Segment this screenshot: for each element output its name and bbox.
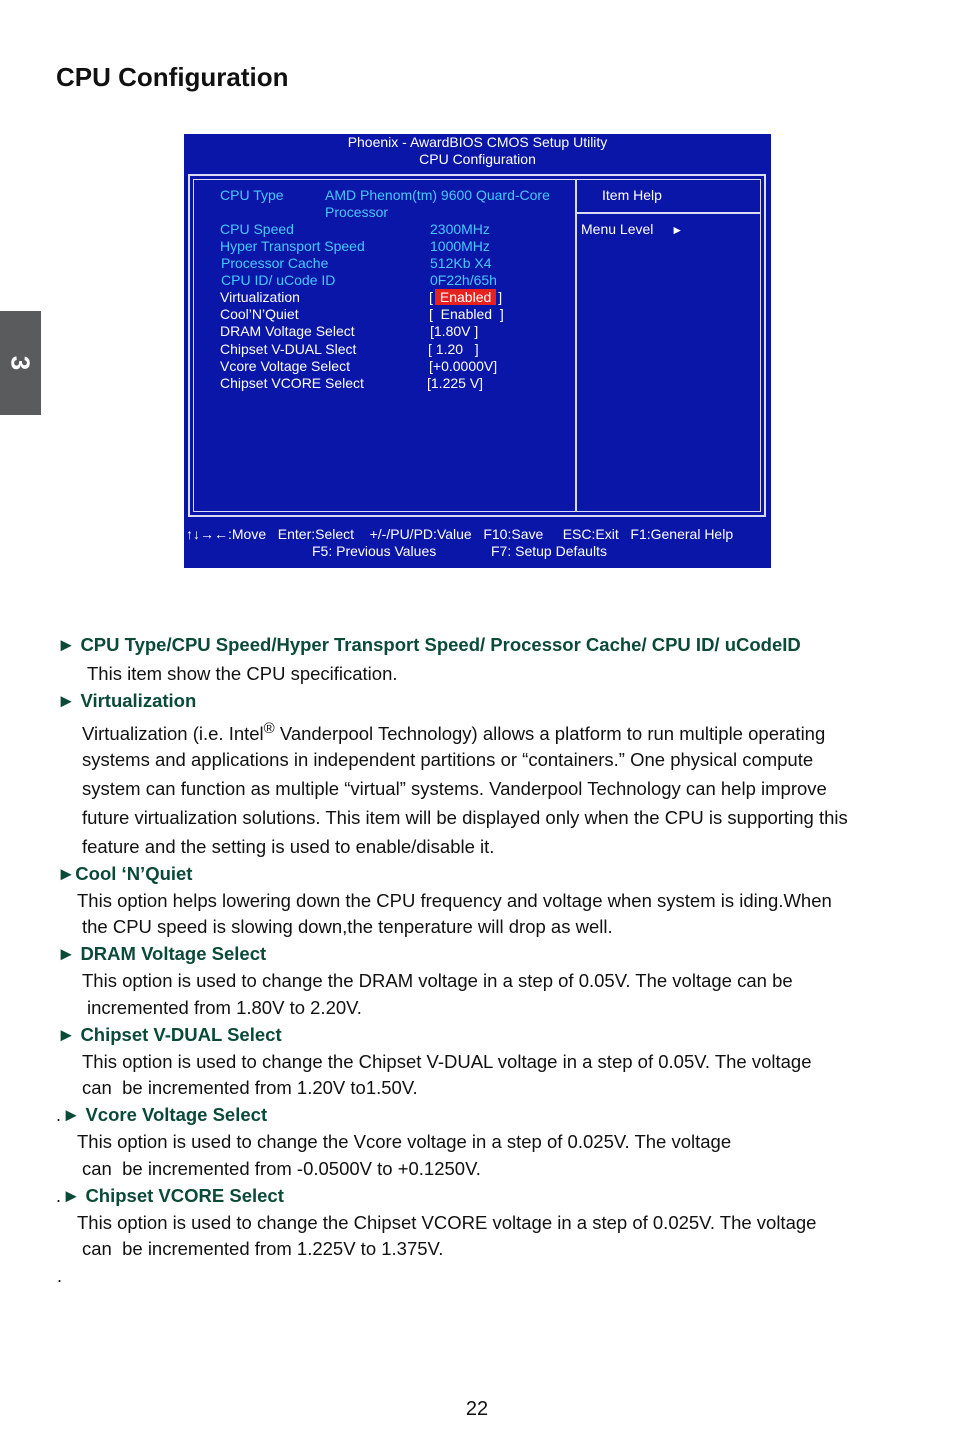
text-intel: Virtualization (i.e. Intel <box>82 723 264 745</box>
section-heading-chipset-vdual: ► Chipset V-DUAL Select <box>57 1024 282 1045</box>
chapter-number: 3 <box>6 355 36 371</box>
bios-item-value-dram-voltage[interactable]: [1.80V ] <box>430 323 479 339</box>
bios-item-value-vcore-voltage[interactable]: [+0.0000V] <box>429 358 498 374</box>
bios-item-value-virtualization[interactable] <box>429 289 502 305</box>
section-text-chipset-vcore-2: can be incremented from 1.225V to 1.375V. <box>82 1238 444 1259</box>
menu-level-text: Menu Level <box>581 221 654 237</box>
section-text-virtualization-2: systems and applications in independent partitions or “containers.” One physical compute <box>82 749 814 770</box>
section-text-virtualization-4: future virtualization solutions. This item will be displayed only when the CPU is supporting this <box>82 807 848 828</box>
section-text-cool-n-quiet-1: This option helps lowering down the CPU frequency and voltage when system is iding.When <box>77 890 832 911</box>
section-text-chipset-vcore-1: This option is used to change the Chipset VCORE voltage in a step of 0.025V. The voltage <box>77 1212 817 1233</box>
bracket-close: ] <box>498 289 503 305</box>
section-prefix-chipset-vcore: . <box>56 1186 62 1206</box>
bios-item-value-ht-speed: 1000MHz <box>430 238 490 254</box>
bios-key-previous-values: F5: Previous Values <box>312 543 437 559</box>
item-help-title: Item Help <box>602 187 662 203</box>
bios-item-label-cool-n-quiet[interactable]: Cool’N’Quiet <box>220 306 299 322</box>
selected-value-highlight[interactable]: Enabled <box>435 289 496 305</box>
bios-title: Phoenix - AwardBIOS CMOS Setup Utility <box>347 134 608 150</box>
bios-item-label-cpu-id: CPU ID/ uCode ID <box>221 272 336 288</box>
section-text-virtualization-3: system can function as multiple “virtual” systems. Vanderpool Technology can help improve <box>82 778 827 799</box>
bios-item-value-cpu-id: 0F22h/65h <box>430 272 497 288</box>
registered-mark: ® <box>263 720 275 737</box>
bios-key-setup-defaults: F7: Setup Defaults <box>491 543 607 559</box>
bios-item-label-vcore-voltage[interactable]: Vcore Voltage Select <box>220 358 350 374</box>
bios-screen <box>184 134 771 568</box>
bios-item-value-cool-n-quiet[interactable]: [ Enabled ] <box>429 306 504 322</box>
bios-item-value-chipset-vdual[interactable]: [ 1.20 ] <box>428 341 479 357</box>
bios-item-label-cache: Processor Cache <box>221 255 329 271</box>
text-vanderpool: Vanderpool Technology) allows a platform to run multiple operating <box>274 723 826 745</box>
bios-item-value-cpu-speed: 2300MHz <box>430 221 490 237</box>
bracket-open: [ <box>429 289 433 305</box>
menu-level-label <box>581 221 683 237</box>
bios-item-label-ht-speed: Hyper Transport Speed <box>220 238 365 254</box>
help-divider <box>577 212 760 214</box>
bios-item-value-chipset-vcore[interactable]: [1.225 V] <box>427 375 484 391</box>
bios-item-label-chipset-vdual[interactable]: Chipset V-DUAL Slect <box>220 341 357 357</box>
menu-level-arrow-icon: ► <box>671 223 684 237</box>
section-text-chipset-vdual-2: can be incremented from 1.20V to1.50V. <box>82 1077 418 1098</box>
bios-frame <box>188 174 766 517</box>
bios-item-value-cache: 512Kb X4 <box>430 255 492 271</box>
section-text-cool-n-quiet-2: the CPU speed is slowing down,the tenperature will drop as well. <box>82 916 613 937</box>
bios-panel-divider <box>575 180 577 511</box>
bios-item-label-chipset-vcore[interactable]: Chipset VCORE Select <box>220 375 364 391</box>
section-text-cpu-info: This item show the CPU specification. <box>87 663 398 684</box>
section-heading-cool-n-quiet: ►Cool ‘N’Quiet <box>57 863 193 884</box>
section-heading-cpu-info: ► CPU Type/CPU Speed/Hyper Transport Speed/ Processor Cache/ CPU ID/ uCodeID <box>57 634 801 655</box>
page-number: 22 <box>465 1398 489 1420</box>
section-text-virtualization-5: feature and the setting is used to enable/disable it. <box>82 836 495 857</box>
bios-item-label-cpu-speed: CPU Speed <box>220 221 294 237</box>
section-text-vcore-voltage-1: This option is used to change the Vcore voltage in a step of 0.025V. The voltage <box>77 1131 732 1152</box>
section-heading-dram-voltage: ► DRAM Voltage Select <box>57 943 267 964</box>
bios-keys-line1: ↑↓→←:Move Enter:Select +/-/PU/PD:Value F10:Save ESC:Exit F1:General Help <box>186 526 734 542</box>
section-text-chipset-vdual-1: This option is used to change the Chipset V-DUAL voltage in a step of 0.05V. The voltage <box>82 1051 812 1072</box>
section-text-dram-voltage-1: This option is used to change the DRAM voltage in a step of 0.05V. The voltage can be <box>82 970 793 991</box>
bios-item-label-virtualization[interactable]: Virtualization <box>220 289 300 305</box>
bios-item-value-cpu-type-2: Processor <box>325 204 389 220</box>
section-prefix-vcore: . <box>56 1105 62 1125</box>
bios-item-value-cpu-type: AMD Phenom(tm) 9600 Quard-Core <box>325 187 550 203</box>
bios-subtitle: CPU Configuration <box>419 151 536 167</box>
section-heading-chipset-vcore: ► Chipset VCORE Select <box>62 1185 284 1206</box>
section-text-virtualization-1 <box>82 720 825 745</box>
section-heading-virtualization: ► Virtualization <box>57 690 197 711</box>
bios-frame-inner <box>193 179 761 512</box>
trailing-dot: . <box>57 1266 63 1286</box>
section-text-vcore-voltage-2: can be incremented from -0.0500V to +0.1250V. <box>82 1158 481 1179</box>
bios-item-label-cpu-type: CPU Type <box>220 187 284 203</box>
page-title: CPU Configuration <box>56 62 289 92</box>
section-text-dram-voltage-2: incremented from 1.80V to 2.20V. <box>87 997 362 1018</box>
section-heading-vcore-voltage: ► Vcore Voltage Select <box>62 1104 268 1125</box>
chapter-tab <box>0 311 41 415</box>
bios-item-label-dram-voltage[interactable]: DRAM Voltage Select <box>220 323 355 339</box>
